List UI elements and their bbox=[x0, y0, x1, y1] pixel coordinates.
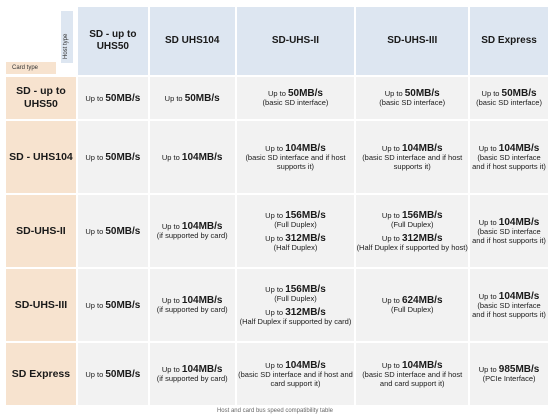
speed-value: 624MB/s bbox=[401, 295, 443, 306]
speed-value: 50MB/s bbox=[501, 88, 537, 99]
card-type-label: Card type bbox=[6, 62, 56, 74]
speed-prefix: Up to bbox=[265, 233, 286, 243]
speed-value: 104MB/s bbox=[498, 142, 540, 154]
speed-value: 50MB/s bbox=[184, 92, 220, 104]
row-header: SD - up to UHS50 bbox=[6, 77, 76, 119]
speed-prefix: Up to bbox=[85, 369, 106, 379]
speed-prefix: Up to bbox=[381, 210, 402, 220]
speed-prefix: Up to bbox=[381, 360, 402, 370]
speed-note: (Half Duplex if supported by card) bbox=[239, 316, 352, 326]
table-corner bbox=[6, 7, 76, 75]
table-row bbox=[6, 121, 548, 193]
compatibility-table bbox=[4, 5, 550, 407]
speed-prefix: Up to bbox=[161, 296, 182, 305]
speed-value: 50MB/s bbox=[105, 92, 141, 104]
speed-prefix: Up to bbox=[381, 296, 402, 305]
speed-value: 50MB/s bbox=[287, 88, 323, 99]
speed-prefix: Up to bbox=[265, 360, 286, 370]
table-cell bbox=[150, 77, 235, 119]
speed-value: 50MB/s bbox=[105, 299, 141, 311]
speed-value: 104MB/s bbox=[498, 216, 540, 228]
speed-value: 312MB/s bbox=[285, 232, 326, 244]
speed-value: 104MB/s bbox=[285, 142, 326, 154]
table-cell bbox=[356, 269, 468, 341]
speed-note: (Full Duplex) bbox=[274, 219, 317, 229]
speed-value: 104MB/s bbox=[401, 142, 443, 154]
speed-note: (basic SD interface and if host and card support it) bbox=[238, 369, 353, 388]
speed-prefix: Up to bbox=[384, 89, 405, 98]
table-cell bbox=[150, 343, 235, 405]
column-header-uhs104: SD UHS104 bbox=[150, 7, 235, 75]
column-header-sd-express: SD Express bbox=[470, 7, 548, 75]
speed-value: 312MB/s bbox=[401, 232, 443, 244]
speed-prefix: Up to bbox=[164, 93, 185, 103]
table-cell bbox=[356, 195, 468, 267]
speed-value: 50MB/s bbox=[404, 88, 440, 99]
table-cell bbox=[356, 121, 468, 193]
table-cell bbox=[470, 343, 548, 405]
table-cell bbox=[237, 195, 355, 267]
speed-prefix: Up to bbox=[381, 233, 402, 243]
speed-value: 50MB/s bbox=[105, 151, 141, 163]
speed-note: (Full Duplex) bbox=[390, 305, 434, 314]
row-header: SD-UHS-III bbox=[6, 269, 76, 341]
row-header: SD-UHS-II bbox=[6, 195, 76, 267]
speed-value: 104MB/s bbox=[181, 295, 223, 306]
speed-prefix: Up to bbox=[265, 284, 286, 294]
speed-prefix: Up to bbox=[481, 89, 502, 98]
table-cell bbox=[356, 343, 468, 405]
speed-prefix: Up to bbox=[478, 291, 499, 301]
header-row bbox=[6, 7, 548, 75]
table-cell bbox=[78, 77, 148, 119]
column-header-uhs-iii: SD-UHS-III bbox=[356, 7, 468, 75]
speed-value: 985MB/s bbox=[498, 364, 540, 375]
table-cell bbox=[150, 269, 235, 341]
speed-value: 312MB/s bbox=[285, 306, 326, 318]
speed-note: (basic SD interface and if host supports it) bbox=[472, 300, 546, 319]
row-header: SD Express bbox=[6, 343, 76, 405]
speed-prefix: Up to bbox=[85, 93, 106, 103]
speed-note: (PCIe Interface) bbox=[482, 374, 536, 383]
speed-note: (basic SD interface and if host supports it) bbox=[472, 152, 546, 171]
speed-prefix: Up to bbox=[478, 143, 499, 153]
table-body bbox=[6, 77, 548, 405]
table-caption: Host and card bus speed compatibility table bbox=[216, 408, 334, 414]
speed-value: 50MB/s bbox=[105, 368, 141, 380]
speed-note: (basic SD interface and if host and card support it) bbox=[362, 369, 463, 388]
speed-note: (Full Duplex) bbox=[274, 293, 317, 303]
speed-value: 104MB/s bbox=[181, 151, 223, 163]
table-cell bbox=[78, 121, 148, 193]
speed-prefix: Up to bbox=[85, 226, 106, 236]
speed-note: (basic SD interface and if host supports it) bbox=[472, 226, 546, 245]
speed-note: (basic SD interface and if host supports it) bbox=[245, 152, 346, 171]
speed-prefix: Up to bbox=[161, 365, 182, 374]
speed-value: 156MB/s bbox=[285, 283, 326, 295]
speed-prefix: Up to bbox=[381, 143, 402, 153]
speed-prefix: Up to bbox=[85, 152, 106, 162]
speed-value: 50MB/s bbox=[105, 225, 141, 237]
table-cell bbox=[237, 121, 355, 193]
speed-value: 104MB/s bbox=[181, 364, 223, 375]
column-header-uhs-ii: SD-UHS-II bbox=[237, 7, 355, 75]
speed-prefix: Up to bbox=[267, 89, 288, 98]
speed-prefix: Up to bbox=[85, 300, 106, 310]
speed-value: 156MB/s bbox=[285, 209, 326, 221]
speed-prefix: Up to bbox=[265, 210, 286, 220]
table-cell bbox=[470, 269, 548, 341]
table-row bbox=[6, 269, 548, 341]
speed-note: (Half Duplex if supported by host) bbox=[356, 242, 468, 252]
table-cell bbox=[237, 77, 355, 119]
speed-value: 104MB/s bbox=[181, 221, 223, 232]
table-row bbox=[6, 77, 548, 119]
row-header: SD - UHS104 bbox=[6, 121, 76, 193]
speed-note: (basic SD interface and if host supports it) bbox=[362, 152, 463, 171]
speed-note: (if supported by card) bbox=[156, 374, 228, 383]
speed-note: (if supported by card) bbox=[156, 305, 228, 314]
speed-value: 104MB/s bbox=[498, 290, 540, 302]
speed-note: (Half Duplex) bbox=[273, 242, 318, 252]
table-cell bbox=[356, 77, 468, 119]
speed-note: (basic SD interface) bbox=[476, 98, 542, 107]
table-row bbox=[6, 343, 548, 405]
speed-note: (if supported by card) bbox=[156, 231, 228, 240]
speed-prefix: Up to bbox=[265, 307, 286, 317]
table-cell bbox=[150, 195, 235, 267]
table-row bbox=[6, 195, 548, 267]
column-header-up-to-uhs50: SD - up to UHS50 bbox=[78, 7, 148, 75]
table-cell bbox=[150, 121, 235, 193]
speed-note: (basic SD interface) bbox=[262, 98, 329, 107]
speed-prefix: Up to bbox=[478, 217, 499, 227]
table-cell bbox=[470, 121, 548, 193]
speed-value: 156MB/s bbox=[401, 209, 443, 221]
speed-value: 104MB/s bbox=[285, 359, 326, 371]
table-cell bbox=[470, 77, 548, 119]
speed-prefix: Up to bbox=[478, 365, 499, 374]
table-cell bbox=[237, 343, 355, 405]
speed-note: (Full Duplex) bbox=[390, 219, 434, 229]
table-cell bbox=[78, 195, 148, 267]
table-cell bbox=[470, 195, 548, 267]
speed-prefix: Up to bbox=[265, 143, 286, 153]
table-cell bbox=[78, 343, 148, 405]
speed-note: (basic SD interface) bbox=[379, 98, 446, 107]
table-cell bbox=[237, 269, 355, 341]
host-type-label: Host type bbox=[61, 11, 73, 63]
table-cell bbox=[78, 269, 148, 341]
speed-value: 104MB/s bbox=[401, 359, 443, 371]
speed-prefix: Up to bbox=[161, 222, 182, 231]
speed-prefix: Up to bbox=[161, 152, 182, 162]
